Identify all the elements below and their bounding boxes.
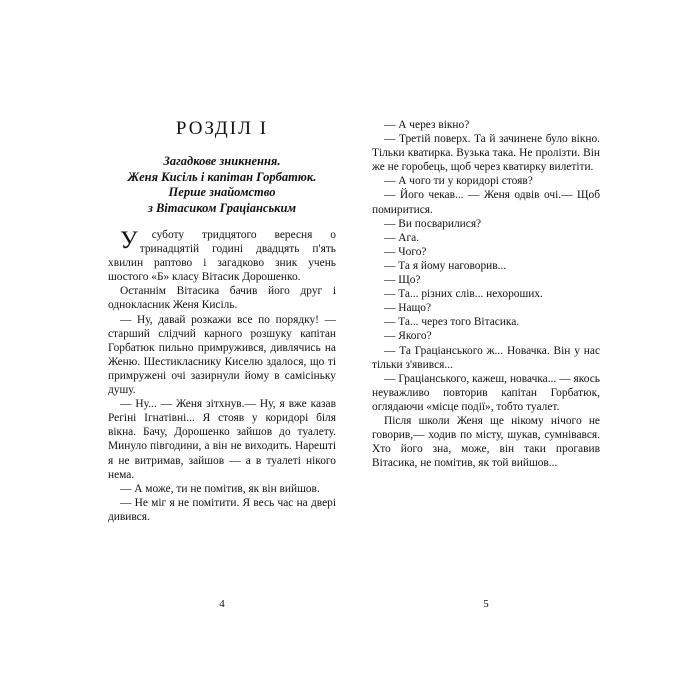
- left-page: [108, 118, 336, 610]
- right-page: [372, 118, 600, 610]
- paragraph: — А чого ти у коридорі стояв?: [384, 175, 533, 188]
- paragraph: — Якого?: [384, 330, 432, 343]
- paragraph: — Його чекав... — Женя одвів очі.— Щоб помиритися.: [372, 189, 600, 216]
- chapter-title: РОЗДІЛ I: [175, 118, 269, 139]
- paragraph: — Ви посварилися?: [384, 217, 482, 230]
- paragraph: Останнім Вітасика бачив його друг і однокласник Женя Кисіль.: [108, 285, 336, 312]
- paragraph: — Не міг я не помітити. Я весь час на двері дивився.: [108, 496, 336, 523]
- paragraph: — Та... через того Вітасика.: [384, 316, 520, 329]
- paragraph: — А може, ти не помітив, як він вийшов.: [120, 482, 320, 495]
- page-number-right: 5: [483, 598, 489, 610]
- subtitle-line: Женя Кисіль і капітан Горбатюк.: [127, 169, 317, 184]
- paragraph: — Ага.: [384, 231, 420, 244]
- paragraph: — Ну... — Женя зітхнув.— Ну, я вже казав Регіні Ігнатівні... Я стояв у коридорі біля вікна. Бачу, Дорошенко зайшов до туалету. Минуло півгодини, а він не виходить. Нарешті я не витримав, зайшов — а в туалеті нікого нема.: [108, 398, 336, 481]
- drop-cap: У: [120, 227, 138, 254]
- paragraph-first: [108, 228, 336, 284]
- paragraph: — Нащо?: [384, 302, 432, 315]
- paragraph: Після школи Женя ще нікому нічого не говорив,— ходив по місту, шукав, сумнівався. Хто його зна, може, він таки прогавив Вітасика, не помітив, як той вийшов...: [372, 414, 600, 470]
- paragraph: — А через вікно?: [384, 119, 470, 131]
- paragraph: — Та Граціанського ж... Новачка. Він у нас тільки з'явився...: [372, 344, 600, 371]
- paragraph: — Та... різних слів... нехороших.: [384, 288, 543, 301]
- spread-container: [108, 118, 600, 610]
- paragraph-text: суботу тридцятого вересня о тринадцятій годині двадцять п'ять хвилин раптово і загадково зник учень шостого «Б» класу Вітасик Дорошенко.: [108, 229, 336, 284]
- paragraph: — Чого?: [384, 245, 427, 258]
- subtitle-line: Перше знайомство: [168, 185, 276, 199]
- paragraph: — Та я йому наговорив...: [384, 259, 507, 272]
- paragraph: — Граціанського, кажеш, новачка... — якось неуважливо повторив капітан Горбатюк, оглядаючи «місце події», тобто туалет.: [372, 372, 600, 413]
- subtitle-line: Загадкове зникнення.: [163, 154, 281, 168]
- page-number-left: 4: [219, 598, 225, 610]
- paragraph: — Ну, давай розкажи все по порядку! — старший слідчий карного розшуку капітан Горбатюк пильно примружився, дивлячись на Женю. Шестикласнику Киселю здалося, що ті примружені очі зазирнули йому в самісіньку душу.: [108, 313, 336, 397]
- chapter-subtitle: [108, 154, 336, 216]
- paragraph: — Третій поверх. Та й зачинене було вікно. Тільки кватирка. Вузька така. Не пролізти. Він же не горобець, щоб через кватирку вилетіти.: [372, 133, 600, 174]
- paragraph: — Що?: [384, 274, 421, 287]
- subtitle-line: з Вітасиком Граціанським: [147, 200, 297, 215]
